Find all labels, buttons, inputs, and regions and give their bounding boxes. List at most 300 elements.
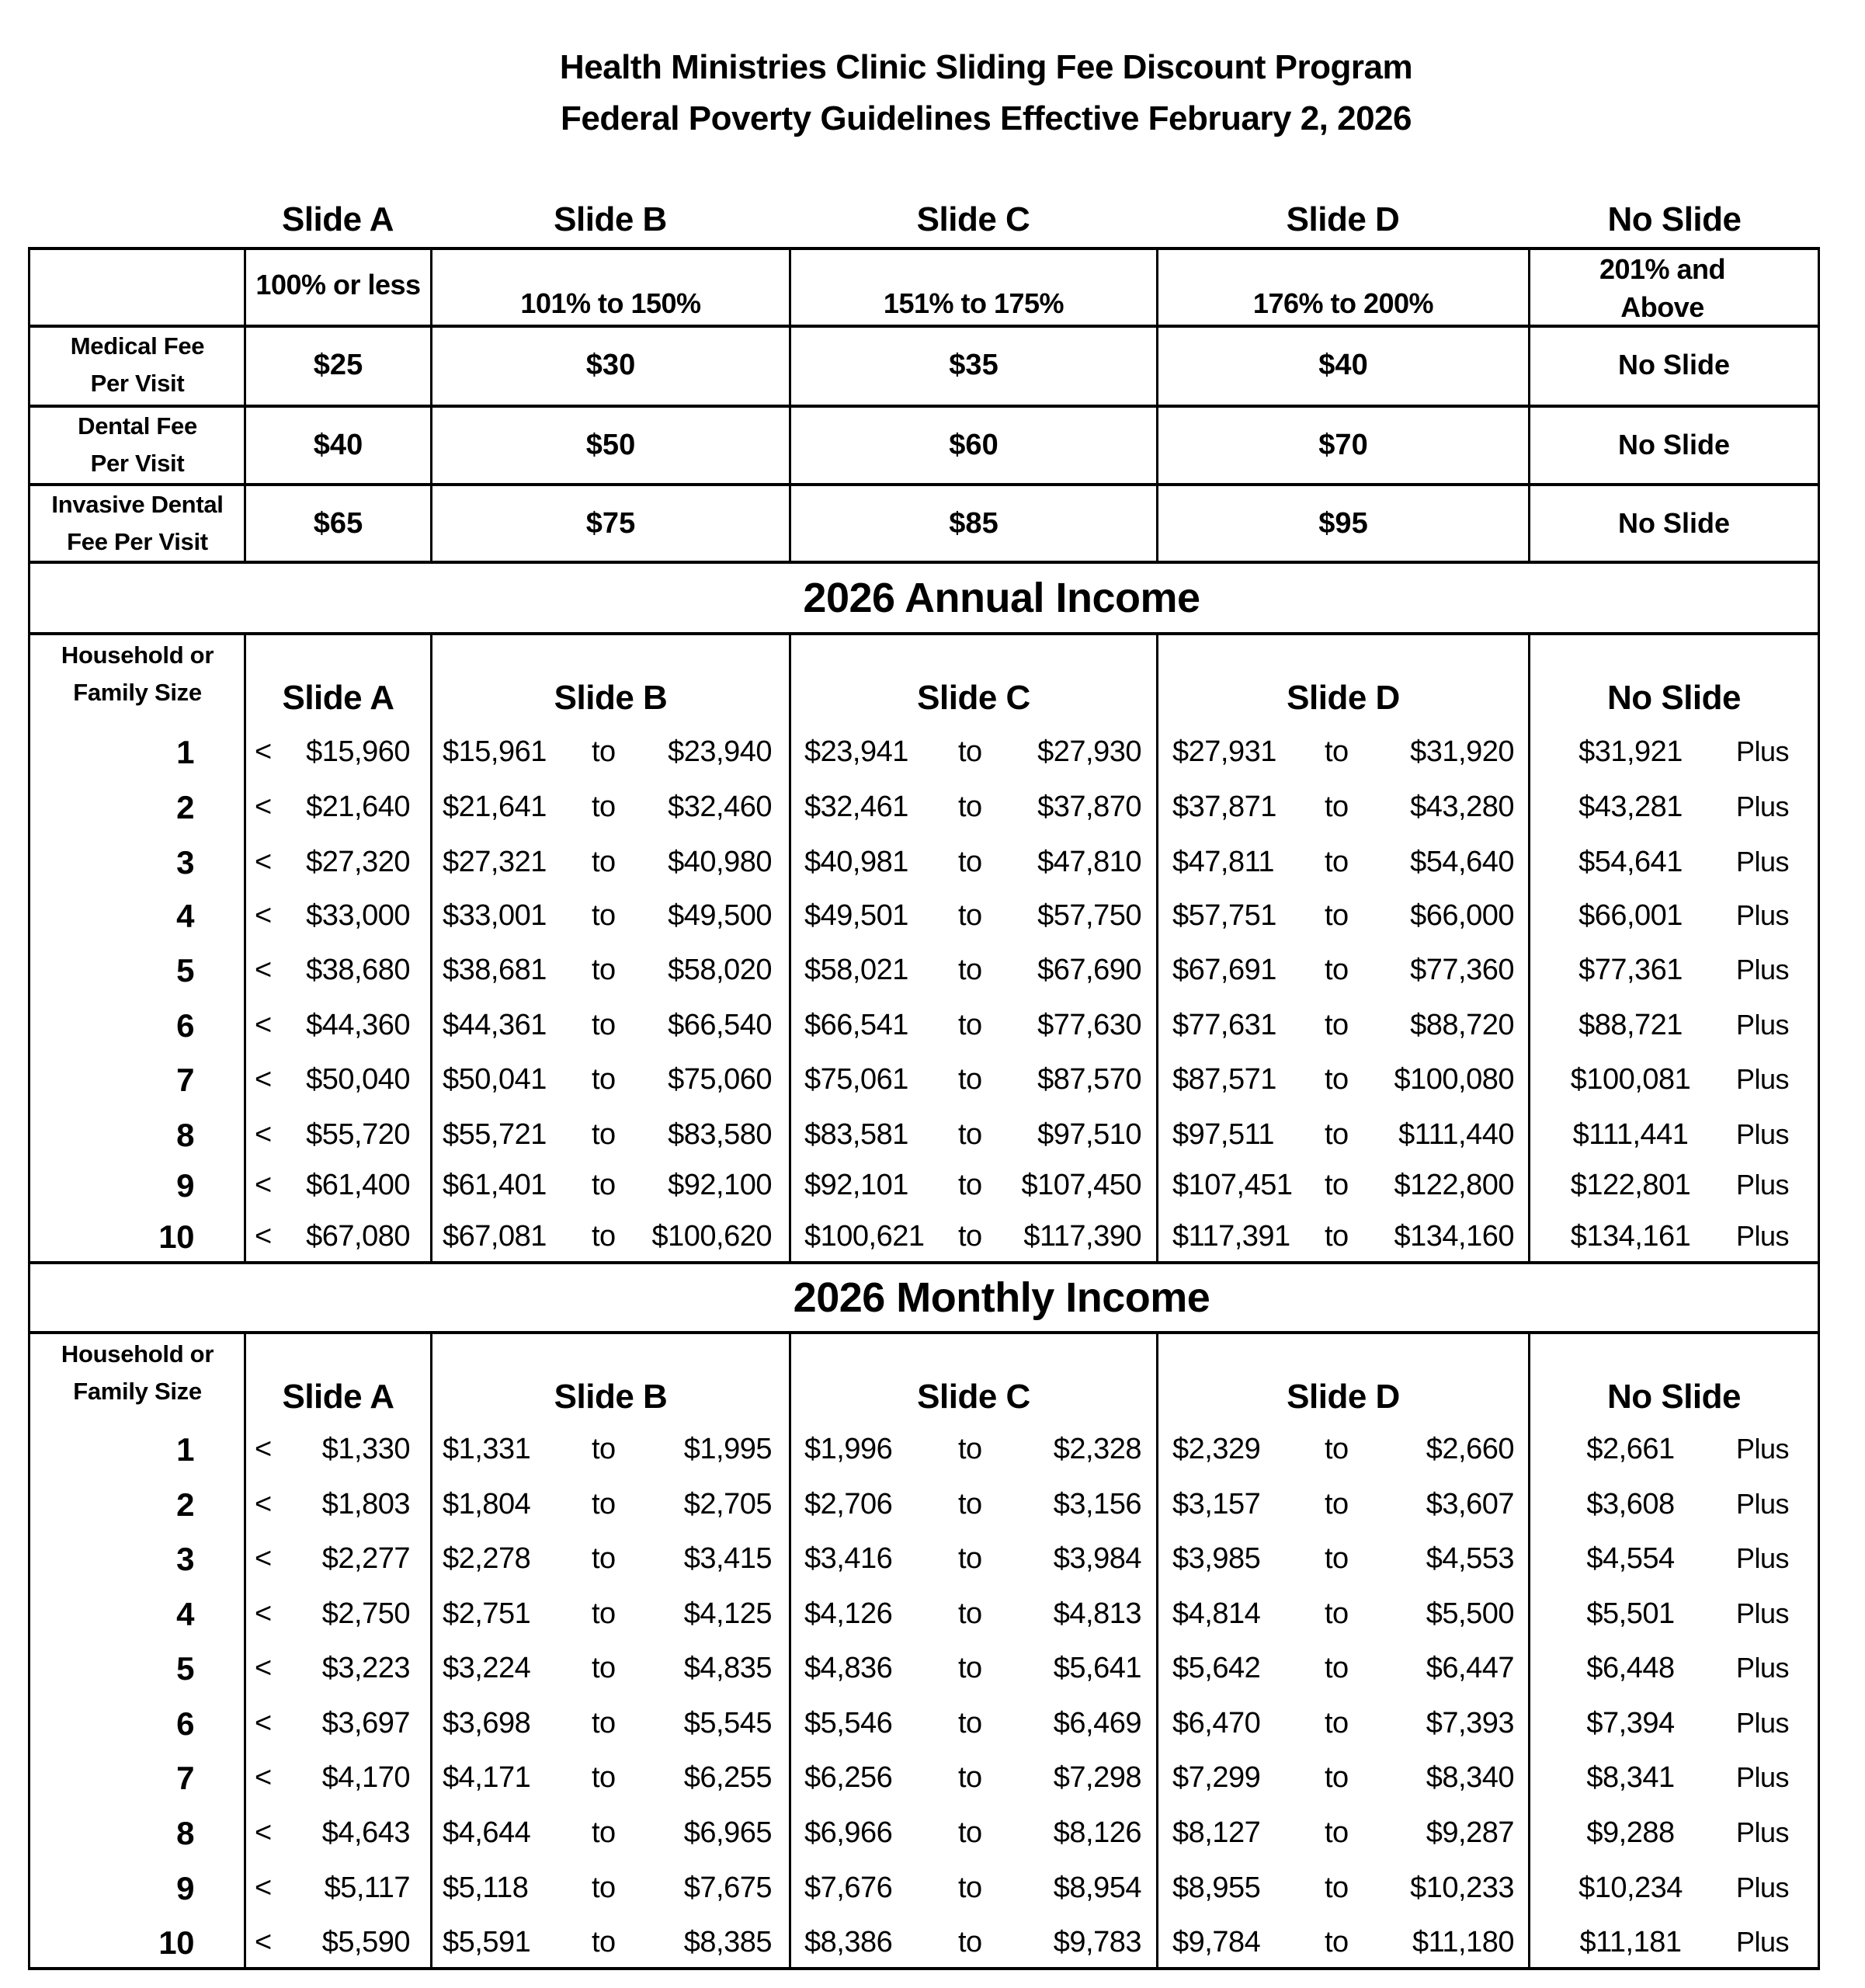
dental-fee-no-slide-value: No Slide: [1617, 429, 1731, 461]
monthly-slide-b-to: $7,675: [683, 1872, 772, 1904]
poverty-level-d: 176% to 200%: [1252, 287, 1434, 319]
annual-connector-to: to: [1325, 791, 1349, 823]
col-divider: [1156, 632, 1158, 1263]
monthly-household-size: 8: [176, 1815, 194, 1851]
annual-slide-a-max: $27,320: [306, 846, 410, 878]
annual-connector-to: to: [958, 1009, 982, 1041]
annual-slide-d-from: $97,511: [1172, 1118, 1275, 1151]
annual-no-slide-min: $134,161: [1570, 1220, 1691, 1253]
monthly-slide-a-max: $4,643: [321, 1816, 410, 1849]
annual-slide-d-to: $43,280: [1410, 791, 1514, 823]
monthly-connector-to: to: [592, 1433, 616, 1465]
annual-no-slide-min: $122,801: [1570, 1169, 1691, 1201]
annual-slide-d-from: $87,571: [1172, 1063, 1276, 1096]
medical-fee-label: [31, 328, 244, 402]
monthly-slide-c-from: $3,416: [804, 1542, 893, 1575]
monthly-slide-a-max: $2,750: [321, 1597, 410, 1630]
monthly-no-slide-min: $4,554: [1586, 1542, 1675, 1575]
monthly-slide-d-from: $3,985: [1172, 1542, 1261, 1575]
annual-connector-to: to: [592, 899, 616, 932]
monthly-connector-to: to: [958, 1433, 982, 1465]
annual-slide-c-to: $107,450: [1021, 1169, 1141, 1201]
annual-household-size: 9: [176, 1167, 194, 1204]
monthly-plus: Plus: [1736, 1926, 1790, 1958]
annual-household-size: 10: [158, 1218, 194, 1255]
monthly-slide-c-from: $5,546: [804, 1707, 893, 1740]
annual-connector-to: to: [958, 846, 982, 878]
monthly-slide-d-from: $7,299: [1172, 1761, 1261, 1794]
monthly-slide-b-to: $8,385: [683, 1926, 772, 1958]
annual-less-than: <: [255, 899, 272, 932]
annual-household-size: 8: [176, 1117, 194, 1153]
monthly-slide-d-to: $6,447: [1426, 1652, 1514, 1684]
monthly-slide-c-to: $4,813: [1053, 1597, 1141, 1630]
annual-no-slide-min: $111,441: [1572, 1118, 1689, 1151]
annual-slide-c-to: $47,810: [1037, 846, 1141, 878]
monthly-slide-d-to: $2,660: [1426, 1433, 1514, 1465]
annual-slide-b-from: $33,001: [443, 899, 547, 932]
no-slide-header: No Slide: [1607, 200, 1742, 238]
annual-slide-b-to: $83,580: [668, 1118, 772, 1151]
annual-less-than: <: [255, 846, 272, 878]
annual-plus: Plus: [1736, 1220, 1790, 1252]
monthly-slide-d-to: $9,287: [1426, 1816, 1514, 1849]
monthly-income-heading: 2026 Monthly Income: [793, 1274, 1210, 1321]
slide-d-header: Slide D: [1286, 200, 1400, 238]
col-divider: [244, 1331, 246, 1969]
monthly-slide-b-from: $3,698: [443, 1707, 531, 1740]
annual-slide-c-from: $40,981: [804, 846, 908, 878]
annual-slide-d-to: $122,800: [1394, 1169, 1514, 1201]
annual-slide-c-to: $27,930: [1037, 735, 1141, 768]
monthly-connector-to: to: [592, 1926, 616, 1958]
monthly-slide-d-to: $7,393: [1426, 1707, 1514, 1740]
annual-slide-b-to: $75,060: [668, 1063, 772, 1096]
monthly-slide-d-to: $8,340: [1426, 1761, 1514, 1794]
annual-slide-a-max: $21,640: [306, 791, 410, 823]
annual-slide-c-to: $87,570: [1037, 1063, 1141, 1096]
annual-no-slide-min: $31,921: [1578, 735, 1683, 768]
monthly-slide-c-from: $6,966: [804, 1816, 893, 1849]
invasive-dental-fee-label-line1: Invasive Dental: [51, 491, 224, 518]
monthly-slide-d-from: $8,127: [1172, 1816, 1261, 1849]
table-border-right: [1818, 247, 1820, 1970]
monthly-plus: Plus: [1736, 1597, 1790, 1629]
annual-slide-d-to: $54,640: [1410, 846, 1514, 878]
monthly-household-size: 4: [176, 1596, 194, 1632]
monthly-household-size: 6: [176, 1705, 194, 1742]
annual-household-size: 1: [176, 734, 194, 770]
annual-plus: Plus: [1736, 1063, 1790, 1095]
poverty-level-none-line2: Above: [1620, 291, 1704, 323]
monthly-connector-to: to: [958, 1926, 982, 1958]
monthly-slide-b-to: $4,835: [683, 1652, 772, 1684]
slide-c-header: Slide C: [916, 200, 1030, 238]
monthly-connector-to: to: [592, 1872, 616, 1904]
annual-connector-to: to: [958, 954, 982, 986]
annual-slide-a-max: $61,400: [306, 1169, 410, 1201]
monthly-slide-b-from: $5,118: [443, 1872, 529, 1904]
annual-household-size: 5: [176, 952, 194, 989]
annual-slide-d-from: $37,871: [1172, 791, 1276, 823]
monthly-plus: Plus: [1736, 1707, 1790, 1739]
monthly-less-than: <: [255, 1652, 272, 1684]
poverty-level-none-line1: 201% and: [1599, 253, 1726, 285]
annual-connector-to: to: [592, 1169, 616, 1201]
monthly-slide-c-from: $7,676: [804, 1872, 893, 1904]
annual-household-size: 4: [176, 898, 194, 934]
monthly-slide-b-from: $1,331: [443, 1433, 531, 1465]
annual-plus: Plus: [1736, 954, 1790, 985]
monthly-slide-c-to: $3,984: [1053, 1542, 1141, 1575]
monthly-slide-b-to: $3,415: [683, 1542, 772, 1575]
monthly-connector-to: to: [1325, 1542, 1349, 1575]
monthly-slide-c-from: $4,126: [804, 1597, 893, 1630]
annual-slide-d-from: $67,691: [1172, 954, 1276, 986]
monthly-connector-to: to: [958, 1707, 982, 1740]
annual-connector-to: to: [592, 735, 616, 768]
monthly-connector-to: to: [958, 1488, 982, 1521]
monthly-connector-to: to: [958, 1761, 982, 1794]
monthly-slide-b-from: $2,278: [443, 1542, 531, 1575]
dental-fee-slide-a-value: $40: [313, 428, 363, 461]
col-divider: [1528, 1331, 1530, 1969]
monthly-household-size: 7: [176, 1760, 194, 1796]
medical-fee-slide-a-value: $25: [313, 348, 363, 381]
annual-connector-to: to: [592, 1063, 616, 1096]
annual-plus: Plus: [1736, 791, 1790, 822]
annual-slide-c-to: $57,750: [1037, 899, 1141, 932]
annual-connector-to: to: [1325, 1169, 1349, 1201]
annual-slide-a-max: $44,360: [306, 1009, 410, 1041]
annual-connector-to: to: [958, 1220, 982, 1253]
monthly-connector-to: to: [958, 1816, 982, 1849]
annual-slide-c-from: $83,581: [804, 1118, 908, 1151]
slide-b-header: Slide B: [554, 200, 667, 238]
monthly-slide-a-max: $3,697: [321, 1707, 410, 1740]
monthly-less-than: <: [255, 1816, 272, 1849]
annual-plus: Plus: [1736, 735, 1790, 767]
annual-no-slide-min: $77,361: [1578, 954, 1683, 986]
poverty-level-a: 100% or less: [255, 269, 421, 301]
page-title-line2: Federal Poverty Guidelines Effective February 2, 2026: [561, 99, 1412, 137]
annual-plus: Plus: [1736, 1118, 1790, 1150]
monthly-less-than: <: [255, 1761, 272, 1794]
monthly-connector-to: to: [1325, 1652, 1349, 1684]
annual-slide-b-from: $38,681: [443, 954, 547, 986]
annual-connector-to: to: [958, 899, 982, 932]
monthly-household-size: 2: [176, 1486, 194, 1523]
monthly-slide-c-from: $4,836: [804, 1652, 893, 1684]
annual-slide-a-max: $50,040: [306, 1063, 410, 1096]
annual-less-than: <: [255, 954, 272, 986]
annual-slide-c-from: $32,461: [804, 791, 908, 823]
annual-household-size: 7: [176, 1062, 194, 1098]
monthly-slide-b-to: $5,545: [683, 1707, 772, 1740]
annual-slide-c-from: $49,501: [804, 899, 908, 932]
annual-no-slide-min: $88,721: [1578, 1009, 1683, 1041]
annual-plus: Plus: [1736, 899, 1790, 931]
annual-slide-d-from: $117,391: [1172, 1220, 1290, 1253]
annual-slide-d-to: $100,080: [1394, 1063, 1514, 1096]
monthly-connector-to: to: [958, 1652, 982, 1684]
monthly-no-slide-min: $6,448: [1586, 1652, 1675, 1684]
annual-connector-to: to: [1325, 1118, 1349, 1151]
monthly-connector-to: to: [1325, 1433, 1349, 1465]
monthly-slide-c-to: $6,469: [1053, 1707, 1141, 1740]
monthly-less-than: <: [255, 1926, 272, 1958]
annual-slide-d-to: $77,360: [1410, 954, 1514, 986]
dental-fee-slide-d-value: $70: [1318, 428, 1368, 461]
monthly-slide-b-to: $2,705: [683, 1488, 772, 1521]
annual-slide-a-max: $67,080: [306, 1220, 410, 1253]
monthly-less-than: <: [255, 1488, 272, 1521]
annual-plus: Plus: [1736, 1009, 1790, 1041]
annual-slide-c-from: $58,021: [804, 954, 908, 986]
monthly-household-size: 9: [176, 1870, 194, 1906]
annual-less-than: <: [255, 735, 272, 768]
poverty-level-c: 151% to 175%: [883, 287, 1064, 319]
monthly-slide-a-max: $1,330: [321, 1433, 410, 1465]
monthly-less-than: <: [255, 1597, 272, 1630]
monthly-plus: Plus: [1736, 1488, 1790, 1520]
annual-no-slide-min: $43,281: [1578, 791, 1683, 823]
annual-slide-b-to: $92,100: [668, 1169, 772, 1201]
annual-connector-to: to: [958, 1118, 982, 1151]
annual-plus: Plus: [1736, 846, 1790, 878]
annual-connector-to: to: [958, 1169, 982, 1201]
poverty-level-none: [1530, 250, 1794, 325]
monthly-slide-d-header: Slide D: [1287, 1378, 1400, 1416]
annual-connector-to: to: [1325, 846, 1349, 878]
monthly-slide-c-from: $8,386: [804, 1926, 893, 1958]
annual-slide-c-to: $77,630: [1037, 1009, 1141, 1041]
monthly-slide-c-to: $5,641: [1053, 1652, 1141, 1684]
annual-slide-d-to: $66,000: [1410, 899, 1514, 932]
monthly-slide-b-header: Slide B: [554, 1378, 668, 1416]
monthly-connector-to: to: [1325, 1597, 1349, 1630]
monthly-plus: Plus: [1736, 1542, 1790, 1574]
annual-slide-a-header: Slide A: [282, 679, 394, 717]
annual-connector-to: to: [958, 1063, 982, 1096]
annual-slide-b-from: $67,081: [443, 1220, 547, 1253]
monthly-slide-b-from: $5,591: [443, 1926, 531, 1958]
annual-less-than: <: [255, 791, 272, 823]
monthly-slide-c-to: $8,954: [1053, 1872, 1141, 1904]
monthly-slide-b-from: $4,644: [443, 1816, 531, 1849]
invasive-dental-fee-slide-a-value: $65: [313, 506, 363, 540]
annual-connector-to: to: [1325, 1063, 1349, 1096]
monthly-slide-d-to: $3,607: [1426, 1488, 1514, 1521]
col-divider: [430, 1331, 432, 1969]
annual-slide-a-max: $38,680: [306, 954, 410, 986]
invasive-dental-fee-slide-b-value: $75: [585, 506, 636, 540]
annual-slide-d-from: $107,451: [1172, 1169, 1293, 1201]
medical-fee-label-line1: Medical Fee: [70, 332, 205, 360]
monthly-slide-c-from: $1,996: [804, 1433, 893, 1465]
invasive-dental-fee-no-slide-value: No Slide: [1617, 507, 1731, 539]
annual-slide-d-header: Slide D: [1287, 679, 1400, 717]
monthly-connector-to: to: [592, 1597, 616, 1630]
household-label-line2: Family Size: [73, 679, 202, 706]
monthly-connector-to: to: [592, 1652, 616, 1684]
household-label-line2: Family Size: [73, 1378, 202, 1405]
annual-slide-d-from: $77,631: [1172, 1009, 1276, 1041]
monthly-connector-to: to: [958, 1542, 982, 1575]
monthly-slide-b-from: $4,171: [443, 1761, 531, 1794]
annual-connector-to: to: [592, 791, 616, 823]
monthly-plus: Plus: [1736, 1652, 1790, 1684]
annual-slide-d-from: $47,811: [1172, 846, 1275, 878]
annual-no-slide-min: $66,001: [1578, 899, 1683, 932]
monthly-connector-to: to: [1325, 1488, 1349, 1521]
monthly-slide-b-to: $6,965: [683, 1816, 772, 1849]
monthly-slide-c-to: $3,156: [1053, 1488, 1141, 1521]
col-divider: [1528, 632, 1530, 1263]
annual-connector-to: to: [958, 791, 982, 823]
monthly-slide-a-header: Slide A: [282, 1378, 394, 1416]
annual-slide-c-from: $92,101: [804, 1169, 908, 1201]
monthly-slide-a-max: $4,170: [321, 1761, 410, 1794]
annual-less-than: <: [255, 1220, 272, 1253]
monthly-slide-d-to: $11,180: [1412, 1926, 1514, 1958]
medical-fee-no-slide-value: No Slide: [1617, 349, 1731, 381]
annual-connector-to: to: [1325, 1220, 1349, 1253]
monthly-connector-to: to: [592, 1542, 616, 1575]
invasive-dental-fee-label-line2: Fee Per Visit: [67, 528, 208, 555]
monthly-connector-to: to: [1325, 1872, 1349, 1904]
invasive-dental-fee-slide-d-value: $95: [1318, 506, 1368, 540]
annual-less-than: <: [255, 1009, 272, 1041]
annual-less-than: <: [255, 1118, 272, 1151]
monthly-connector-to: to: [592, 1707, 616, 1740]
monthly-slide-c-header: Slide C: [917, 1378, 1030, 1416]
annual-slide-b-from: $55,721: [443, 1118, 547, 1151]
dental-fee-slide-c-value: $60: [949, 428, 998, 461]
col-divider: [789, 632, 791, 1263]
annual-household-label: [31, 637, 244, 711]
annual-income-heading: 2026 Annual Income: [803, 575, 1200, 621]
monthly-slide-c-from: $2,706: [804, 1488, 893, 1521]
monthly-slide-c-from: $6,256: [804, 1761, 893, 1794]
annual-slide-c-from: $75,061: [804, 1063, 908, 1096]
monthly-less-than: <: [255, 1872, 272, 1904]
annual-slide-c-to: $37,870: [1037, 791, 1141, 823]
annual-slide-d-from: $27,931: [1172, 735, 1276, 768]
monthly-slide-b-to: $6,255: [683, 1761, 772, 1794]
annual-slide-c-to: $97,510: [1037, 1118, 1141, 1151]
invasive-dental-fee-label: [31, 486, 244, 561]
monthly-slide-d-from: $5,642: [1172, 1652, 1261, 1684]
monthly-slide-b-to: $1,995: [683, 1433, 772, 1465]
annual-connector-to: to: [1325, 735, 1349, 768]
col-divider: [430, 632, 432, 1263]
monthly-connector-to: to: [1325, 1926, 1349, 1958]
annual-slide-a-max: $15,960: [306, 735, 410, 768]
annual-slide-b-to: $100,620: [651, 1220, 772, 1253]
dental-fee-label-line2: Per Visit: [90, 450, 185, 477]
monthly-slide-d-from: $8,955: [1172, 1872, 1261, 1904]
table-border-bottom: [28, 1967, 1820, 1970]
monthly-no-slide-min: $7,394: [1586, 1707, 1675, 1740]
table-border-left: [28, 247, 30, 1970]
annual-slide-c-to: $117,390: [1023, 1220, 1141, 1253]
annual-slide-a-max: $55,720: [306, 1118, 410, 1151]
row-divider: [28, 632, 1820, 635]
annual-slide-b-to: $32,460: [668, 791, 772, 823]
annual-slide-a-max: $33,000: [306, 899, 410, 932]
monthly-slide-d-from: $2,329: [1172, 1433, 1261, 1465]
annual-connector-to: to: [592, 1220, 616, 1253]
monthly-slide-d-to: $5,500: [1426, 1597, 1514, 1630]
row-divider: [28, 1331, 1820, 1334]
household-label-line1: Household or: [61, 641, 214, 669]
annual-no-slide-header: No Slide: [1606, 679, 1742, 717]
col-divider: [789, 1331, 791, 1969]
annual-slide-b-from: $61,401: [443, 1169, 547, 1201]
monthly-plus: Plus: [1736, 1761, 1790, 1793]
monthly-slide-b-to: $4,125: [683, 1597, 772, 1630]
monthly-plus: Plus: [1736, 1816, 1790, 1848]
medical-fee-label-line2: Per Visit: [90, 370, 185, 397]
medical-fee-slide-d-value: $40: [1318, 348, 1368, 381]
monthly-slide-c-to: $7,298: [1053, 1761, 1141, 1794]
annual-no-slide-min: $54,641: [1578, 846, 1683, 878]
monthly-no-slide-min: $5,501: [1586, 1597, 1675, 1630]
col-divider: [1156, 1331, 1158, 1969]
annual-connector-to: to: [1325, 899, 1349, 932]
monthly-slide-d-to: $10,233: [1410, 1872, 1514, 1904]
monthly-slide-a-max: $1,803: [321, 1488, 410, 1521]
household-label-line1: Household or: [61, 1340, 214, 1368]
annual-slide-c-from: $100,621: [804, 1220, 925, 1253]
invasive-dental-fee-slide-c-value: $85: [949, 506, 998, 540]
annual-connector-to: to: [592, 954, 616, 986]
annual-slide-b-from: $44,361: [443, 1009, 547, 1041]
monthly-no-slide-header: No Slide: [1606, 1378, 1742, 1416]
annual-connector-to: to: [592, 846, 616, 878]
annual-household-size: 3: [176, 844, 194, 881]
monthly-connector-to: to: [1325, 1761, 1349, 1794]
page-title-line1: Health Ministries Clinic Sliding Fee Discount Program: [559, 48, 1413, 86]
monthly-connector-to: to: [958, 1597, 982, 1630]
monthly-slide-a-max: $5,590: [321, 1926, 410, 1958]
monthly-household-size: 3: [176, 1541, 194, 1577]
monthly-slide-a-max: $5,117: [324, 1872, 410, 1904]
annual-slide-b-to: $49,500: [668, 899, 772, 932]
annual-household-size: 2: [176, 789, 194, 825]
monthly-slide-b-from: $1,804: [443, 1488, 531, 1521]
monthly-no-slide-min: $3,608: [1586, 1488, 1675, 1521]
annual-slide-d-to: $31,920: [1410, 735, 1514, 768]
annual-less-than: <: [255, 1169, 272, 1201]
monthly-less-than: <: [255, 1707, 272, 1740]
monthly-less-than: <: [255, 1433, 272, 1465]
annual-slide-c-header: Slide C: [917, 679, 1030, 717]
dental-fee-slide-b-value: $50: [585, 428, 636, 461]
annual-slide-d-to: $111,440: [1398, 1118, 1514, 1151]
monthly-no-slide-min: $9,288: [1586, 1816, 1675, 1849]
col-divider: [244, 632, 246, 1263]
monthly-slide-c-to: $2,328: [1053, 1433, 1141, 1465]
monthly-no-slide-min: $10,234: [1578, 1872, 1683, 1904]
monthly-household-size: 1: [176, 1431, 194, 1468]
annual-slide-d-from: $57,751: [1172, 899, 1276, 932]
monthly-plus: Plus: [1736, 1872, 1790, 1903]
annual-slide-c-from: $66,541: [804, 1009, 908, 1041]
annual-connector-to: to: [592, 1118, 616, 1151]
annual-slide-b-to: $40,980: [668, 846, 772, 878]
